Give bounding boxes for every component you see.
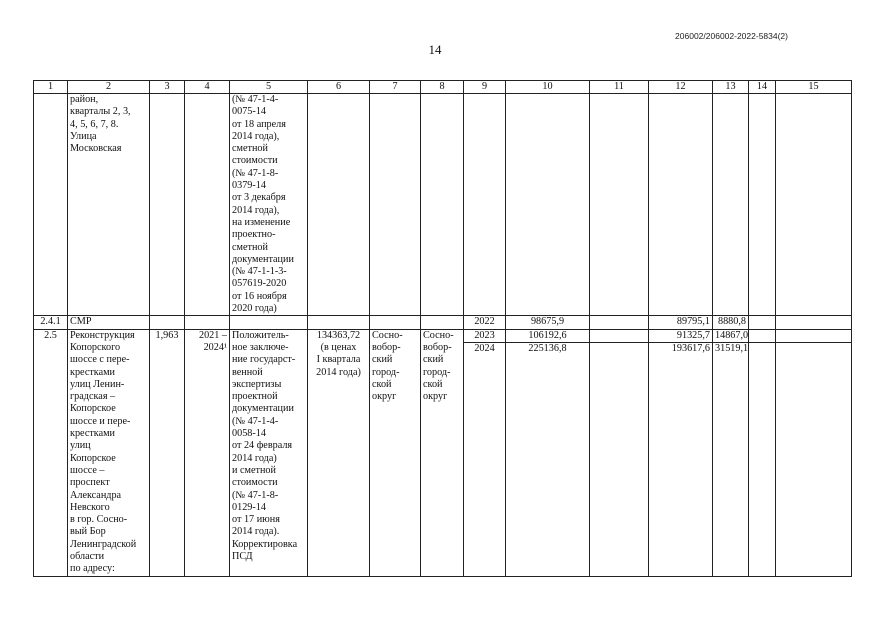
row-number: 2.5: [34, 329, 68, 576]
col-header: 4: [185, 81, 230, 94]
table-row: [34, 329, 852, 342]
col-header: 8: [421, 81, 464, 94]
object-name-cell: Реконструкция Копорского шоссе с пере- крестками улиц Ленин- градская – Копорское шоссе и пере- крестками улиц Копорское шоссе – проспект Александра Невского в гор. Сосно- вый Бор Ленинградской области по адресу:: [68, 329, 150, 576]
value-cell: 193617,6: [649, 343, 713, 576]
col-header: 15: [776, 81, 852, 94]
object-name-cell: район, кварталы 2, 3, 4, 5, 6, 7, 8. Улица Московская: [68, 94, 150, 316]
value-cell: 106192,6: [506, 329, 590, 342]
value-cell: 89795,1: [649, 316, 713, 329]
col-header: 6: [308, 81, 370, 94]
col-header: 14: [749, 81, 776, 94]
page-number: 14: [428, 42, 442, 57]
table-row: [34, 316, 852, 329]
value-cell: 8880,8: [713, 316, 749, 329]
document-cell: (№ 47-1-4- 0075-14 от 18 апреля 2014 года), сметной стоимости (№ 47-1-8- 0379-14 от 3 декабря 2014 года), на изменение проектно- сметной документации (№ 47-1-1-3- 057619-2020 от 16 ноября 2020 года): [230, 94, 308, 316]
year-cell: 2023: [464, 329, 506, 342]
col-header: 1: [34, 81, 68, 94]
col-header: 10: [506, 81, 590, 94]
value-cell: 31519,1: [713, 343, 749, 576]
col-header: 5: [230, 81, 308, 94]
district-cell: Сосно- вобор- ский город- ской округ: [370, 329, 421, 576]
district-cell: Сосно- вобор- ский город- ской округ: [421, 329, 464, 576]
length-cell: 1,963: [150, 329, 185, 576]
data-table: [33, 80, 852, 577]
object-name-cell: СМР: [68, 316, 150, 329]
table-row: [34, 94, 852, 316]
value-cell: 225136,8: [506, 343, 590, 576]
period-cell: 2021 – 2024¹: [185, 329, 230, 576]
col-header: 11: [590, 81, 649, 94]
col-header: 13: [713, 81, 749, 94]
cost-cell: 134363,72 (в ценах I квартала 2014 года): [308, 329, 370, 576]
value-cell: 91325,7: [649, 329, 713, 342]
column-header-row: [34, 81, 852, 94]
col-header: 2: [68, 81, 150, 94]
row-number: 2.4.1: [34, 316, 68, 329]
col-header: 12: [649, 81, 713, 94]
col-header: 9: [464, 81, 506, 94]
document-cell: Положитель- ное заключе- ние государст- венной экспертизы проектной документации (№ 47-1-4- 0058-14 от 24 февраля 2014 года) и сметной стоимости (№ 47-1-8- 0129-14 от 17 июня 2014 года). Корректировка ПСД: [230, 329, 308, 576]
value-cell: 98675,9: [506, 316, 590, 329]
col-header: 3: [150, 81, 185, 94]
document-code: 206002/206002-2022-5834(2): [675, 31, 788, 41]
col-header: 7: [370, 81, 421, 94]
value-cell: 14867,0: [713, 329, 749, 342]
year-cell: 2024: [464, 343, 506, 576]
year-cell: 2022: [464, 316, 506, 329]
